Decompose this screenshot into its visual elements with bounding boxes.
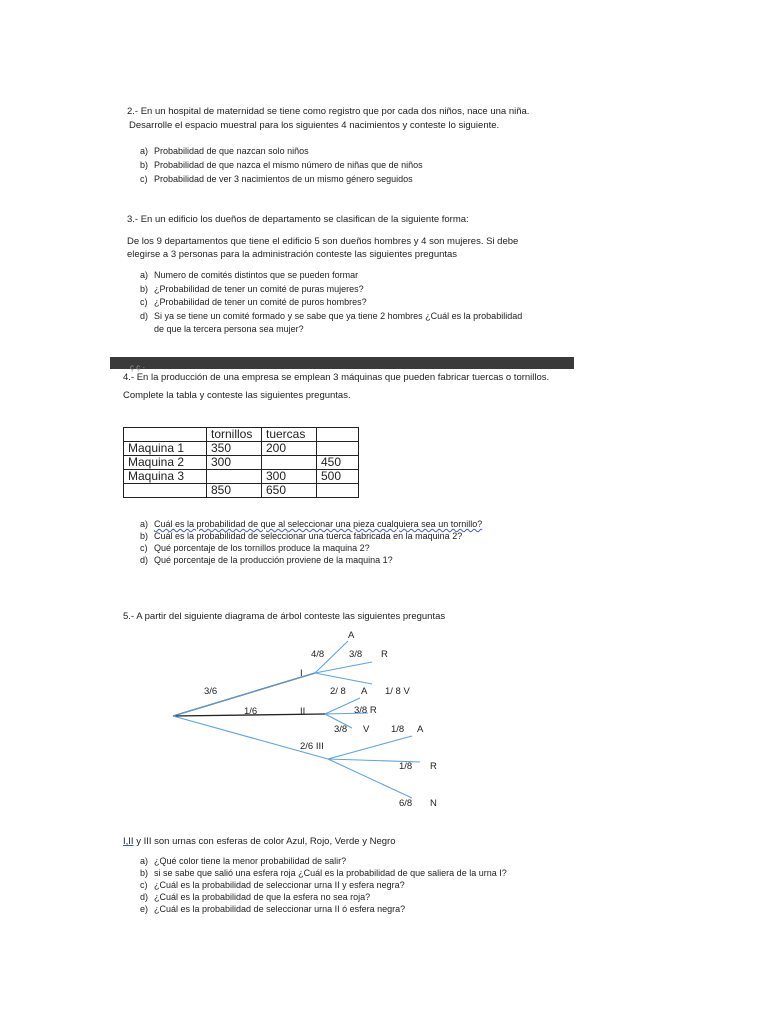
q2-item-b: b) Probabilidad de que nazca el mismo número de niñas que de niños <box>140 160 423 170</box>
q2-title-line2: Desarrolle el espacio muestral para los siguientes 4 nacimientos y conteste lo siguiente. <box>129 120 500 131</box>
tree-label-n: N <box>430 798 437 809</box>
q3-item-a: a) Numero de comités distintos que se pueden formar <box>140 270 359 280</box>
table-header-tornillos: tornillos <box>207 428 262 442</box>
q2-item-a: a) Probabilidad de que nazcan solo niños <box>140 146 309 156</box>
tree-label-2-6-iii: 2/6 III <box>300 741 324 752</box>
q5-item-d: d) ¿Cuál es la probabilidad de que la esfera no sea roja? <box>140 892 371 902</box>
tree-label-1-6: 1/6 <box>244 706 258 717</box>
q3-intro-line1: De los 9 departamentos que tiene el edificio 5 son dueños hombres y 4 son mujeres. Si debe <box>127 236 519 247</box>
tree-label-a-top: A <box>348 630 355 641</box>
tree-label-6-8: 6/8 <box>399 798 413 809</box>
tree-label-r-low: R <box>430 761 437 772</box>
divider-bar-text: ç ç · <box>130 363 146 372</box>
table-cell: 300 <box>262 470 317 484</box>
tree-leaf-i-v <box>315 673 372 684</box>
q4-item-a: a) Cuál es la probabilidad de que al seleccionar una pieza cualquiera sea un tornillo? <box>140 519 483 529</box>
q5-item-e: e) ¿Cuál es la probabilidad de seleccionar urna II ó esfera negra? <box>140 904 406 914</box>
table-cell: 850 <box>207 484 262 498</box>
table-cell: Maquina 3 <box>124 470 207 484</box>
q4-item-b: b) Cuál es la probabilidad de seleccionar una tuerca fabricada en la maquina 2? <box>140 531 463 541</box>
q5-item-a: a) ¿Qué color tiene la menor probabilidad de salir? <box>140 856 347 866</box>
tree-label-2-8: 2/ 8 <box>330 686 346 697</box>
tree-leaf-iii-a <box>328 736 412 759</box>
q2-title-line1: 2.- En un hospital de maternidad se tiene como registro que por cada dos niños, nace una niña. <box>127 106 530 117</box>
q3-item-d-continuation: de que la tercera persona sea mujer? <box>154 324 304 334</box>
tree-label-a-mid: A <box>361 686 368 697</box>
table-cell: 650 <box>262 484 317 498</box>
tree-label-3-6: 3/6 <box>204 686 218 697</box>
tree-label-urn-i: I <box>300 668 303 679</box>
q3-title: 3.- En un edificio los dueños de departamento se clasifican de la siguiente forma: <box>127 214 469 225</box>
table-cell: 500 <box>317 470 359 484</box>
table-cell: 350 <box>207 442 262 456</box>
table-cell: Maquina 2 <box>124 456 207 470</box>
tree-label-r-top: R <box>381 649 388 660</box>
q3-item-b: b) ¿Probabilidad de tener un comité de puras mujeres? <box>140 284 364 294</box>
q4-title: 4.- En la producción de una empresa se emplean 3 máquinas que pueden fabricar tuercas o tornillos. <box>123 372 550 383</box>
table-header-tuercas: tuercas <box>262 428 317 442</box>
tree-label-1-8-a: 1/8 <box>391 724 405 735</box>
tree-label-3-8-v: 3/8 <box>334 724 348 735</box>
tree-label-a-low: A <box>417 724 424 735</box>
tree-label-4-8: 4/8 <box>311 649 325 660</box>
q4-item-c: c) Qué porcentaje de los tornillos produce la maquina 2? <box>140 543 370 553</box>
table-cell: 450 <box>317 456 359 470</box>
tree-label-v-mid: V <box>363 724 370 735</box>
q5-item-c: c) ¿Cuál es la probabilidad de seleccionar urna II y esfera negra? <box>140 880 405 890</box>
tree-label-1-8-v: 1/ 8 V <box>385 686 410 697</box>
table-cell: Maquina 1 <box>124 442 207 456</box>
tree-label-3-8: 3/8 <box>349 649 363 660</box>
table-cell: 200 <box>262 442 317 456</box>
q5-item-b: b) si se sabe que salió una esfera roja ¿Cuál es la probabilidad de que saliera de la urna I? <box>140 868 507 878</box>
tree-label-urn-ii: II <box>300 706 306 717</box>
q3-item-c: c) ¿Probabilidad de tener un comité de puros hombres? <box>140 297 367 307</box>
tree-branch-urn-iii <box>173 716 328 759</box>
tree-label-1-8-r: 1/8 <box>399 761 413 772</box>
q4-subtitle: Complete la tabla y conteste las siguientes preguntas. <box>123 390 351 401</box>
q3-intro-line2: elegirse a 3 personas para la administración conteste las siguientes preguntas <box>127 249 458 260</box>
tree-label-3-8-r: 3/8 R <box>354 705 377 716</box>
q3-item-d: d) Si ya se tiene un comité formado y se sabe que ya tiene 2 hombres ¿Cuál es la probabilidad <box>140 311 523 321</box>
q5-urns-description: I,II y III son urnas con esferas de color Azul, Rojo, Verde y Negro <box>123 836 396 847</box>
q2-item-c: c) Probabilidad de ver 3 nacimientos de un mismo género seguidos <box>140 174 413 184</box>
table-cell: 300 <box>207 456 262 470</box>
q5-title: 5.- A partir del siguiente diagrama de árbol conteste las siguientes preguntas <box>123 611 446 622</box>
tree-leaf-i-r <box>315 662 372 673</box>
q4-item-d: d) Qué porcentaje de la producción proviene de la maquina 1? <box>140 555 393 565</box>
